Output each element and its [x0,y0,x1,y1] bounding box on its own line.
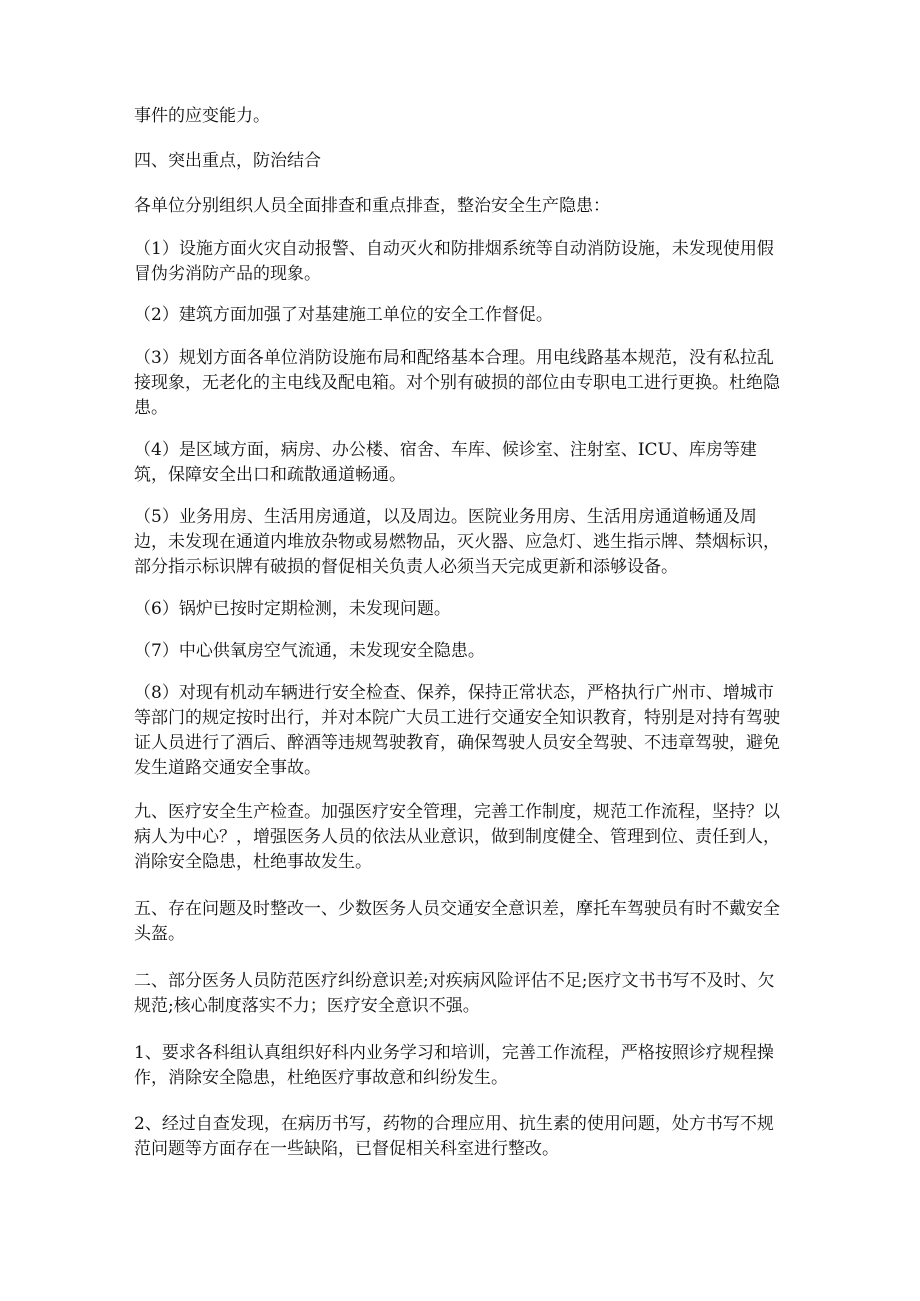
item-2: （2）建筑方面加强了对基建施工单位的安全工作督促。 [134,305,553,325]
section-5: 五、存在问题及时整改一、少数医务人员交通安全意识差，摩托车驾驶员有时不戴安全头盔。 [134,899,780,944]
measure-2: 2、经过自查发现，在病历书写，药物的合理应用、抗生素的使用问题，处方书写不规范问题等方面存在一些缺陷，已督促相关科室进行整改。 [134,1114,774,1159]
section-heading-4: 四、突出重点，防治结合 [134,151,321,171]
item-4: （4）是区域方面，病房、办公楼、宿舍、车库、候诊室、注射室、ICU、库房等建筑，保障安全出口和疏散通道畅通。 [134,440,757,485]
item-3: （3）规划方面各单位消防设施布局和配络基本合理。用电线路基本规范，没有私拉乱接现象，无老化的主电线及配电箱。对个别有破损的部位由专职电工进行更换。杜绝隐患。 [134,348,780,418]
item-1: （1）设施方面火灾自动报警、自动灭火和防排烟系统等自动消防设施，未发现使用假冒伪劣消防产品的现象。 [134,239,774,284]
paragraph-1: 事件的应变能力。 [134,106,270,126]
paragraph-3: 各单位分别组织人员全面排查和重点排查，整治安全生产隐患： [134,196,610,216]
section-9: 九、医疗安全生产检查。加强医疗安全管理，完善工作制度，规范工作流程，坚持？以病人为中心？，增强医务人员的依法从业意识，做到制度健全、管理到位、责任到人，消除安全隐患，杜绝事故发生。 [134,802,780,872]
item-8: （8）对现有机动车辆进行安全检查、保养，保持正常状态，严格执行广州市、增城市等部门的规定按时出行，并对本院广大员工进行交通安全知识教育，特别是对持有驾驶证人员进行了酒后、醉酒等违规驾驶教育，确保驾驶人员安全驾驶、不违章驾驶，避免发生道路交通安全事故。 [134,683,780,778]
measure-1: 1、要求各科组认真组织好科内业务学习和培训，完善工作流程，严格按照诊疗规程操作，消除安全隐患，杜绝医疗事故意和纠纷发生。 [134,1043,774,1088]
document-page [134,104,782,1162]
item-7: （7）中心供氧房空气流通，未发现安全隐患。 [134,641,485,661]
item-5: （5）业务用房、生活用房通道，以及周边。医院业务用房、生活用房通道畅通及周边，未发现在通道内堆放杂物或易燃物品，灭火器、应急灯、逃生指示牌、禁烟标识，部分指示标识牌有破损的督促相关负责人必须当天完成更新和添够设备。 [134,507,780,577]
problem-2: 二、部分医务人员防范医疗纠纷意识差;对疾病风险评估不足;医疗文书书写不及时、欠规范;核心制度落实不力；医疗安全意识不强。 [134,971,775,1016]
item-6: （6）锅炉已按时定期检测，未发现问题。 [134,599,451,619]
